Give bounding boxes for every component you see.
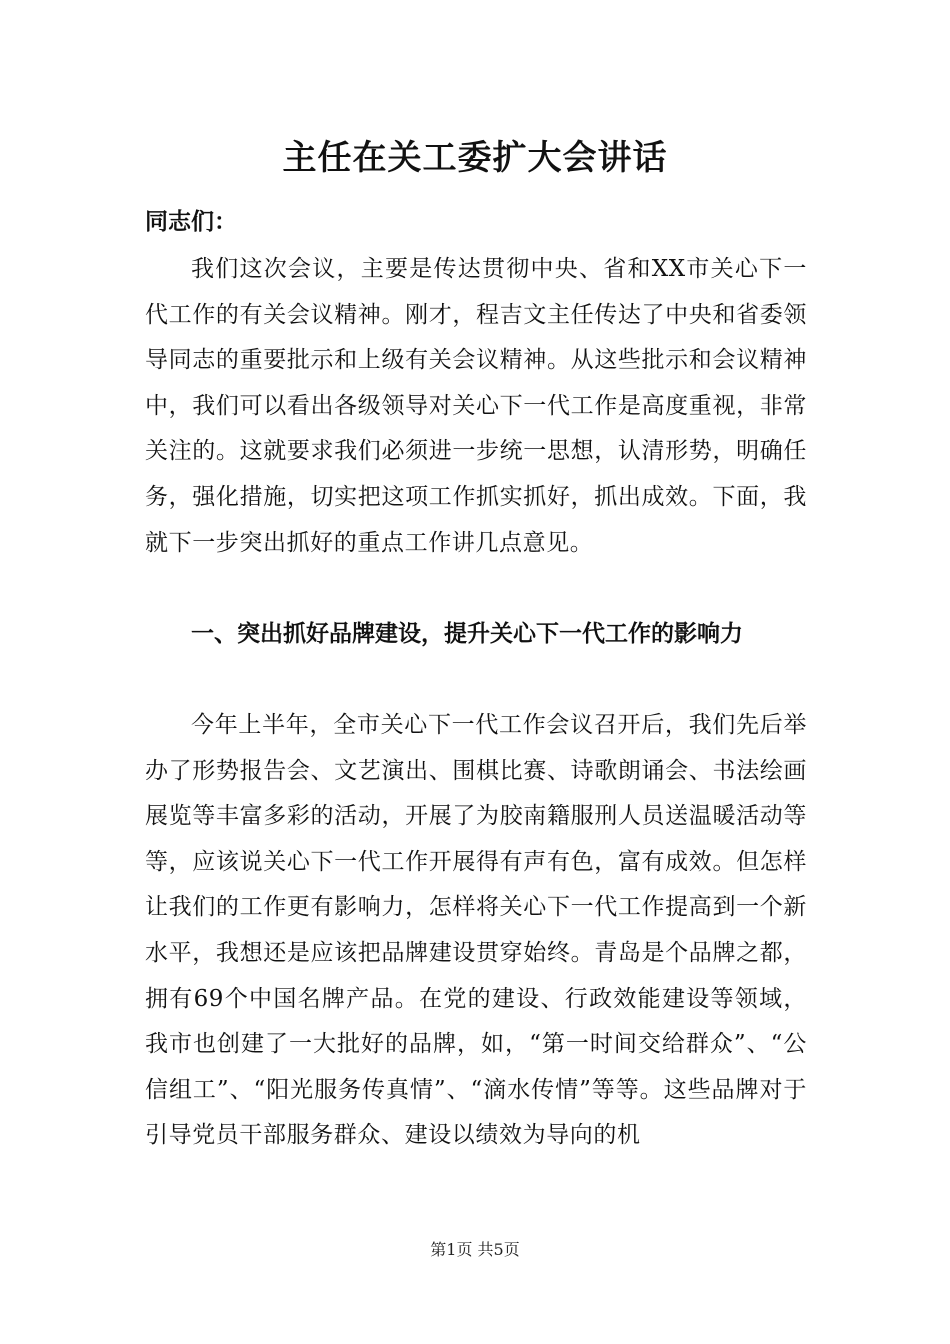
document-title: 主任在关工委扩大会讲话: [282, 138, 668, 178]
section-heading-1: 一、突出抓好品牌建设，提升关心下一代工作的影响力: [191, 621, 743, 647]
page-footer: 第1页 共5页: [430, 1240, 520, 1259]
paragraph-intro: 我们这次会议，主要是传达贯彻中央、省和XX市关心下一代工作的有关会议精神。刚才，程吉文主任传达了中央和省委领导同志的重要批示和上级有关会议精神。从这些批示和会议精神中，我们可以看出各级领导对关心下一代工作是高度重视，非常关注的。这就要求我们必须进一步统一思想，认清形势，明确任务，强化措施，切实把这项工作抓实抓好，抓出成效。下面，我就下一步突出抓好的重点工作讲几点意见。: [145, 256, 807, 556]
salutation: 同志们：: [145, 209, 237, 235]
paragraph-section-1: 今年上半年，全市关心下一代工作会议召开后，我们先后举办了形势报告会、文艺演出、围棋比赛、诗歌朗诵会、书法绘画展览等丰富多彩的活动，开展了为胶南籍服刑人员送温暖活动等等，应该说关心下一代工作开展得有声有色，富有成效。但怎样让我们的工作更有影响力，怎样将关心下一代工作提高到一个新水平，我想还是应该把品牌建设贯穿始终。青岛是个品牌之都，拥有69个中国名牌产品。在党的建设、行政效能建设等领域，我市也创建了一大批好的品牌，如，“第一时间交给群众”、“公信组工”、“阳光服务传真情”、“滴水传情”等等。这些品牌对于引导党员干部服务群众、建设以绩效为导向的机: [145, 712, 807, 1149]
